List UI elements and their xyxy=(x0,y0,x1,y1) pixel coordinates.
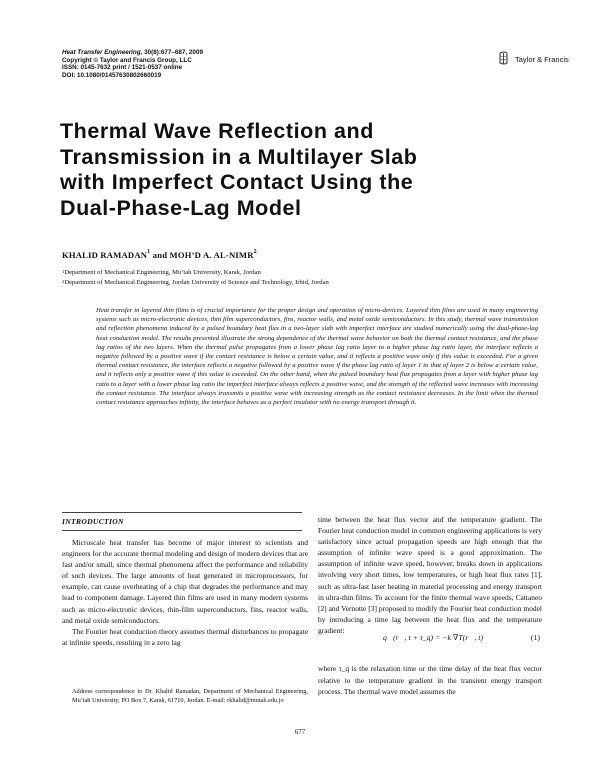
affiliation-1 xyxy=(62,268,329,278)
title-line-4: Dual-Phase-Lag Model xyxy=(60,195,302,220)
author-conjunction: and xyxy=(150,250,170,260)
intro-paragraph-2: The Fourier heat conduction theory assumes thermal disturbances to propagate at infinite speeds, resulting in a zero lag xyxy=(62,626,308,647)
intro-paragraph-1: Microscale heat transfer has become of major interest to scientists and engineers for the accurate thermal modeling and design of modern devices that are fast and/or small, since thermal phenomena affect the performance and reliability of such devices. The large amounts of heat generated in microprocessors, for example, can cause overheating of a chip that degrades the performance and may lead to component damage. Layered thin films are used in many modern systems such as micro-electronic devices, thin-film superconductors, fins, reactor walls, and metal oxide semiconductors. xyxy=(62,538,308,625)
equation-body: q⃗(r⃗, t + τ_q) = −k ∇T(r⃗, t) xyxy=(383,633,484,642)
right-paragraph-1: time between the heat flux vector and the temperature gradient. The Fourier heat conduction model in common engineering applications is very satisfactory since actual propagation speeds are high enough that the assumption of infinite wave speed is a good approximation. The assumption of infinite wave speed, however, breaks down in applications involving very short times, low temperatures, or high heat flux rates [1], such as ultra-fast laser heating in material processing and energy transport in ultra-thin films. To account for the finite thermal wave speeds, Cattaneo [2] and Vernotte [3] proposed to modify the Fourier heat conduction model by introducing a time lag between the heat flux and the temperature gradient: xyxy=(318,515,542,635)
author-list xyxy=(62,250,257,260)
doi-line: DOI: 10.1080/01457630802660019 xyxy=(62,71,162,79)
author-2: MOH’D A. AL-NIMR xyxy=(169,250,254,260)
section-rule-top xyxy=(62,512,302,513)
affiliation-2 xyxy=(62,278,329,288)
equation-number: (1) xyxy=(530,633,540,642)
affiliation-2-text: Department of Mechanical Engineering, Jordan University of Science and Technology, Irbid, Jordan xyxy=(64,279,329,286)
copyright-line: Copyright © Taylor and Francis Group, LLC xyxy=(62,56,192,64)
journal-volume: 30(8):677–687, 2009 xyxy=(142,49,203,56)
issn-line: ISSN: 0145-7632 print / 1521-0537 online xyxy=(62,64,183,72)
page-number: 677 xyxy=(294,729,306,736)
publisher-name: Taylor & Francis xyxy=(515,54,569,64)
section-heading: INTRODUCTION xyxy=(62,517,124,526)
section-rule-bottom xyxy=(62,530,302,531)
author-2-affil-mark: 2 xyxy=(253,249,257,255)
journal-line-1 xyxy=(62,49,203,57)
affiliation-2-mark: 2 xyxy=(62,279,65,284)
publisher-logo xyxy=(496,50,569,68)
affiliations xyxy=(62,268,329,288)
abstract: Heat transfer in layered thin films is of crucial importance for the proper design and operation of micro-devices. Layered thin films are used in many engineering systems such as micro-electronic devices, thin film superconductors, fins, reactor walls, and metal oxide semiconductors. In this study, thermal wave transmission and reflection phenomena induced by a pulsed boundary heat flux in a two-layer slab with imperfect interface are studied numerically using the dual-phase-lag heat conduction model. The results presented illustrate the strong dependence of the thermal wave behavior on both the thermal contact resistance, and the phase lag ratios of the two layers. When the thermal pulse propagates from a lower phase lag ratio layer to a higher phase lag ratio layer, the interface reflects a negative followed by a positive wave if the contact resistance is below a certain value, and it reflects a positive wave only if this value is exceeded. For a given thermal contact resistance, the interface reflects a negative followed by a positive wave if the phase lag ratio of layer 1 to that of layer 2 is below a certain value, and it reflects only a positive wave if this value is exceeded. On the other hand, when the pulsed boundary heat flux propagates from a layer with higher phase lag ratio to a layer with a lower phase lag ratio the imperfect interface always reflects a positive wave, and the strength of the reflected wave increases with increasing the contact resistance. The interface always transmits a positive wave with increasing strength as the contact resistance decreases. In the limit when the thermal contact resistance approaches infinity, the interface behaves as a perfect insulator with no energy transport through it. xyxy=(96,307,538,407)
affiliation-1-mark: 1 xyxy=(62,269,65,274)
correspondence-footnote: Address correspondence to Dr. Khalid Ramadan, Department of Mechanical Engineering, Mu’tah University, PO Box 7, Karak, 61710, Jordan. E-mail: rkhalid@mutah.edu.jo xyxy=(72,688,308,704)
author-1: KHALID RAMADAN xyxy=(62,250,148,260)
paper-title xyxy=(60,119,540,221)
author-1-affil-mark: 1 xyxy=(147,249,151,255)
title-line-3: with Imperfect Contact Using the xyxy=(60,170,414,194)
left-column xyxy=(62,537,308,648)
right-paragraph-2: where τ_q is the relaxation time or the time delay of the heat flux vector relative to the temperature gradient in the transient energy transport process. The thermal wave model assumes the xyxy=(318,664,542,696)
taylor-francis-logo-icon xyxy=(496,50,512,68)
affiliation-1-text: Department of Mechanical Engineering, Mu’tah University, Karak, Jordan xyxy=(64,269,261,276)
journal-name: Heat Transfer Engineering, xyxy=(62,49,143,56)
right-column-continued xyxy=(318,656,542,704)
right-column xyxy=(318,514,542,636)
title-line-2: Transmission in a Multilayer Slab xyxy=(60,144,418,169)
equation-1 xyxy=(318,633,542,645)
journal-citation xyxy=(62,49,203,79)
title-line-1: Thermal Wave Reflection and xyxy=(60,119,374,143)
